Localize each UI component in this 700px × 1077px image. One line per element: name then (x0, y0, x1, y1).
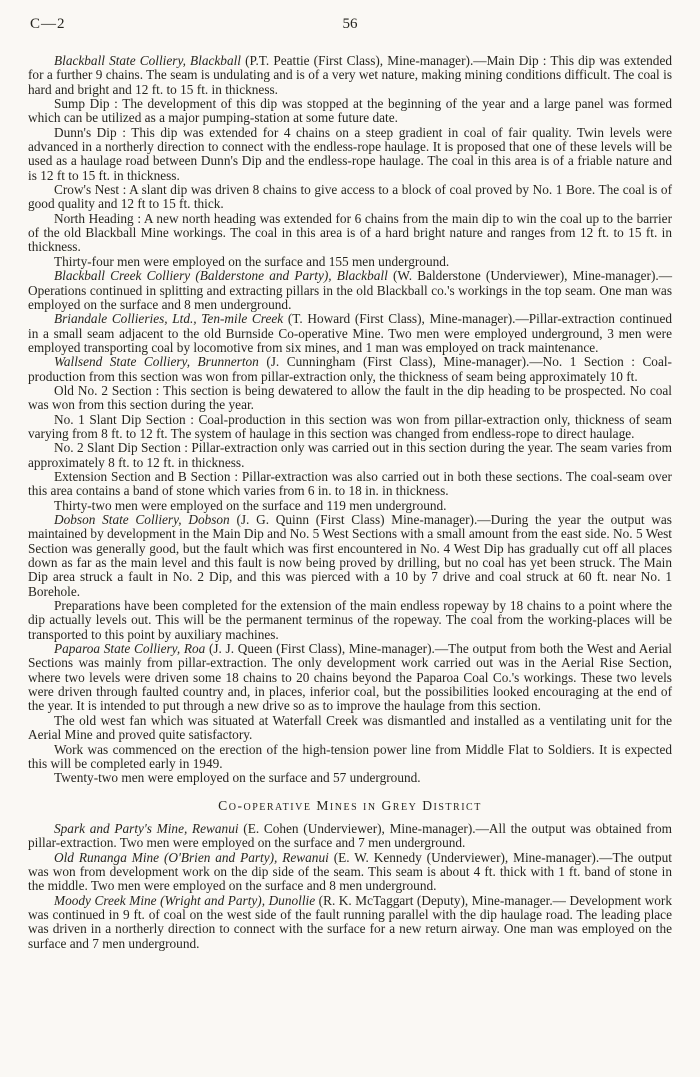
mine-name: Paparoa State Colliery, Roa (54, 641, 206, 657)
mine-name: Spark and Party's Mine, Rewanui (54, 820, 239, 836)
paragraph: Thirty-two men were employed on the surface and 119 men underground. (54, 497, 447, 513)
paragraph: Dunn's Dip : This dip was extended for 4 chains on a steep gradient in coal of fair quality. Twin levels were advanced in a northerly direction to connect with the endless-rope haulage. It is proposed that one of these levels will be used as a haulage road between Dunn's Dip and the endless-rope haulage. The coal in this area is of a friable nature and is 12 ft to 15 ft. in thickness. (28, 124, 672, 183)
paragraph: No. 1 Slant Dip Section : Coal-production in this section was won from pillar-extraction only, thickness of seam varying from 8 ft. to 12 ft. The system of haulage in this section was changed from endless-rope to direct haulage. (28, 411, 672, 441)
section-heading: Co-operative Mines in Grey District (218, 797, 482, 813)
paragraph-text: (J. J. Queen (First Class), Mine-manager).—The output from both the West and Aerial Sections was mainly from pillar-extraction. The only development work carried out was in the Aerial Rise Section, where two levels were driven some 18 chains to 20 chains beyond the Paparoa Coal Co.'s workings. These two levels were driven through faulted country and, in places, inferior coal, but the possibilities looked encouraging at the end of the year. It is intended to put through a new drive so as to improve the haulage from this section. (28, 641, 672, 714)
paragraph: Preparations have been completed for the extension of the main endless ropeway by 18 chains to a point where the dip actually levels out. This will be the permanent terminus of the ropeway. The coal from the working-places will be transported to this point by auxiliary machines. (28, 598, 672, 642)
paragraph: The old west fan which was situated at Waterfall Creek was dismantled and installed as a ventilating unit for the Aerial Mine and proved quite satisfactory. (28, 712, 672, 743)
mine-name: Old Runanga Mine (O'Brien and Party), Rewanui (54, 849, 329, 865)
report-code: C—2 (30, 16, 66, 32)
paragraph-text: (T. Howard (First Class), Mine-manager).—Pillar-extraction continued in a small seam adjacent to the old Burnside Co-operative Mine. Two men were employed underground, 3 men were employed transporting coal by locomotive from six mines, and 1 man was employed on track maintenance. (28, 311, 672, 355)
page-header (28, 16, 672, 40)
paragraph-text: (E. W. Kennedy (Underviewer), Mine-manager).—The output was won from development work on the dip side of the seam. This seam is about 4 ft. thick with 1 ft. band of stone in the middle. Two men were employed on the surface and 8 men underground. (28, 849, 672, 894)
paragraph (28, 355, 672, 384)
text-body (28, 54, 672, 951)
paragraph (28, 54, 672, 97)
paragraph-text: (E. Cohen (Underviewer), Mine-manager).—All the output was obtained from pillar-extraction. Two men were employed on the surface and 7 men underground. (28, 820, 672, 851)
paragraph: Twenty-two men were employed on the surface and 57 underground. (54, 770, 421, 786)
paragraph: Extension Section and B Section : Pillar-extraction was also carried out in both these sections. The coal-seam over this area contains a band of stone which varies from 6 in. to 18 in. in thickness. (28, 468, 672, 499)
paragraph: No. 2 Slant Dip Section : Pillar-extraction only was carried out in this section during the year. The seam varies from approximately 8 ft. to 12 ft. in thickness. (28, 440, 672, 470)
paragraph: Old No. 2 Section : This section is being dewatered to allow the fault in the dip heading to be prospected. No coal was won from this section during the year. (28, 382, 672, 413)
paragraph-text: (P.T. Peattie (First Class), Mine-manager).—Main Dip : This dip was extended for a further 9 chains. The seam is undulating and is of a very wet nature, making mining conditions difficult. The coal is hard and bright and 12 ft. to 15 ft. in thickness. (28, 53, 672, 97)
mine-name: Dobson State Colliery, Dobson (54, 512, 230, 527)
paragraph (28, 269, 672, 312)
paragraph-text: (J. G. Quinn (First Class) Mine-manager).—During the year the output was maintained by development in the Main Dip and No. 5 West Sections with a small amount from the east side. No. 5 West Section was generally good, but the fault which was first encountered in No. 4 West Dip has gradually cut off all places down as far as the main level and this fault is now being proved by drilling, but no coal has yet been struck. The Main Dip area struck a fault in No. 2 Dip, and this was pierced with a 10 by 7 drive and coal struck at 60 ft. near No. 1 Borehole. (28, 512, 672, 599)
paragraph: Thirty-four men were employed on the surface and 155 men underground. (54, 253, 450, 269)
paragraph-text: (W. Balderstone (Underviewer), Mine-manager).—Operations continued in splitting and extracting pillars in the old Blackball co.'s workings in the top seam. One man was employed on the surface and 8 men underground. (28, 268, 672, 312)
paragraph-text: (R. K. McTaggart (Deputy), Mine-manager.— Development work was continued in 9 ft. of coal on the west side of the fault running parallel with the dip haulage road. The leading place was driven in a northerly direction to connect with the surface for a new return airway. One man was employed on the surface and 7 men underground. (28, 892, 672, 951)
paragraph: Crow's Nest : A slant dip was driven 8 chains to give access to a block of coal proved by No. 1 Bore. The coal is of good quality and 12 ft to 15 ft. thick. (28, 182, 672, 212)
mine-name: Blackball State Colliery, Blackball (54, 53, 241, 68)
paragraph: Work was commenced on the erection of the high-tension power line from Middle Flat to Soldiers. It is expected this will be completed early in 1949. (28, 741, 672, 771)
paragraph (28, 822, 672, 851)
mine-name: Briandale Collieries, Ltd., Ten-mile Creek (54, 311, 284, 327)
paragraph (28, 513, 672, 599)
mine-name: Blackball Creek Colliery (Balderstone and Party), Blackball (54, 268, 388, 284)
paragraph (28, 312, 672, 355)
paragraph (28, 894, 672, 951)
mine-name: Moody Creek Mine (Wright and Party), Dunollie (54, 892, 316, 908)
mine-name: Wallsend State Colliery, Brunnerton (54, 354, 259, 370)
paragraph (28, 642, 672, 714)
page-number: 56 (342, 16, 358, 32)
paragraph-text: (J. Cunningham (First Class), Mine-manager).—No. 1 Section : Coal-production from this section was won from pillar-extraction only, the thickness of seam being approximately 10 ft. (28, 354, 672, 384)
paragraph (28, 851, 672, 894)
paragraph: Sump Dip : The development of this dip was stopped at the beginning of the year and a large panel was formed which can be utilized as a major pumping-station at some future date. (28, 96, 672, 126)
paragraph: North Heading : A new north heading was extended for 6 chains from the main dip to win the coal up to the barrier of the old Blackball Mine workings. The coal in this area is of a hard bright nature and ranges from 12 ft. to 15 ft. in thickness. (28, 210, 672, 255)
